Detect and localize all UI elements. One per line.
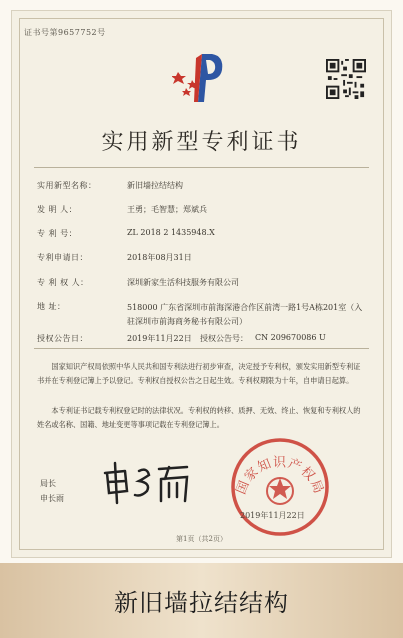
legal-status-paragraph: 本专利证书记载专利权登记时的法律状况。专利权的转移、质押、无效、终止、恢复和专利权人的姓名或名称、国籍、地址变更等事项记载在专利登记簿上。 [37,406,361,429]
fields-divider [34,348,369,349]
field-address-row [0,301,403,329]
cnipa-logo-icon [172,50,232,106]
certificate-number: 证书号第9657752号 [24,28,106,37]
field-label: 专 利 权 人： [37,278,89,287]
certificate-title: 实用新型专利证书 [101,130,302,155]
field-label: 地 址： [37,302,66,311]
seal-text: 国家知识产权局 [233,455,327,497]
grant-number-value: CN 209670086 U [255,333,326,342]
field-value: 新旧墙拉结结构 [127,181,183,190]
field-label: 实用新型名称： [37,181,97,190]
qr-code-icon [326,59,366,99]
signer-name: 申长雨 [40,494,64,503]
field-value: 2018年08月31日 [127,253,192,262]
field-value: 518000 广东省深圳市前海深港合作区前湾一路1号A栋201室（入驻深圳市前海商务秘书有限公司） [127,303,363,326]
page-number: 第1页（共2页） [176,535,227,543]
field-value: 深圳新家生活科技服务有限公司 [127,278,239,287]
field-label: 专 利 号： [37,229,78,238]
grant-number-label: 授权公告号： [200,334,248,343]
official-seal-icon [229,436,331,538]
field-value: 王勇；毛智慧；郑斌兵 [127,205,207,214]
field-label: 发 明 人： [37,205,78,214]
signature-mark [95,457,195,507]
banner-title: 新旧墙拉结结构 [114,589,289,617]
title-divider [34,167,369,168]
signer-title: 局长 [40,479,56,488]
field-label: 专利申请日： [37,253,88,262]
statement-paragraph: 国家知识产权局依照中华人民共和国专利法进行初步审查，决定授予专利权，颁发实用新型专利证书并在专利登记簿上予以登记。专利权自授权公告之日起生效。专利权期限为十年，自申请日起算。 [37,362,361,385]
grant-date-label: 授权公告日： [37,334,88,343]
field-value: ZL 2018 2 1435948.X [127,228,215,237]
grant-date-value: 2019年11月22日 [127,334,192,343]
seal-date: 2019年11月22日 [240,511,305,520]
